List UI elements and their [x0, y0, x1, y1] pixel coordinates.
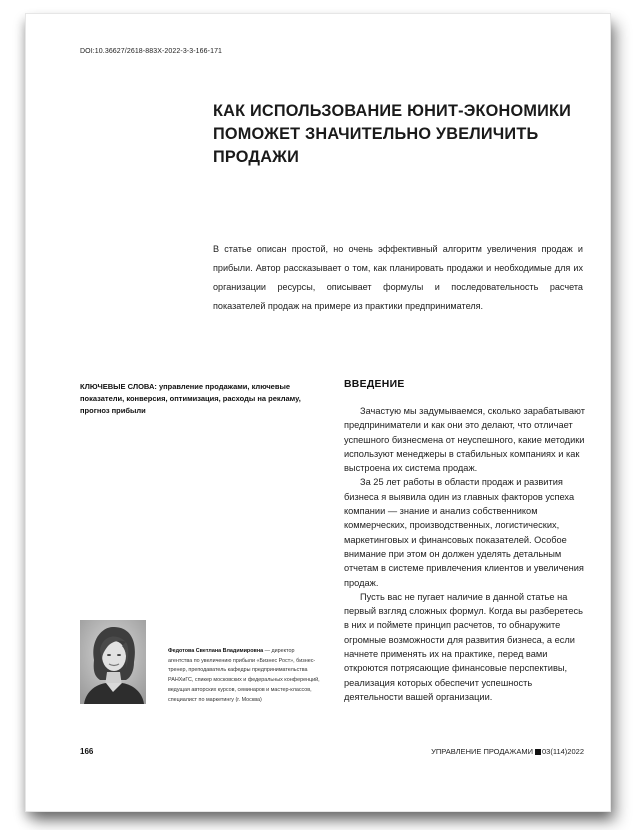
article-abstract: В статье описан простой, но очень эффективный алгоритм увеличения продаж и прибыли. Автор рассказывает о том, как планировать продажи и необходимые для их организации ресурсы, описывает формулы и последовательность расчета показателей продаж на примере из практики предпринимателя. — [213, 244, 583, 311]
paragraph: За 25 лет работы в области продаж и развития бизнеса я выявила один из главных факторов успеха компании — знание и анализ собственником коммерческих, производственных, логистических, маркетинговых и финансовых показателей. Особое внимание при этом он должен уделять детальным отчетам в системе привлечения клиентов и увеличения продаж. — [344, 477, 584, 588]
page-number: 166 — [80, 747, 94, 756]
journal-footer — [431, 747, 584, 756]
journal-issue: 03(114)2022 — [542, 747, 584, 756]
author-info — [168, 647, 320, 705]
author-description: — директор агентства по увеличению прибыли «Бизнес Рост», бизнес-тренер, преподаватель кафедры предпринимательства РАНХиГС, спикер московских и федеральных конференций, ведущая авторских курсов, семинаров и мастер-классов, специалист по маркетингу (г. Москва) — [168, 648, 320, 703]
square-icon — [535, 749, 541, 755]
journal-name: УПРАВЛЕНИЕ ПРОДАЖАМИ — [431, 747, 534, 756]
author-photo — [80, 620, 146, 704]
doi-line: DOI:10.36627/2618-883X-2022-3-3-166-171 — [80, 48, 223, 55]
article-body — [344, 404, 587, 704]
author-name: Федотова Светлана Владимировна — [168, 648, 264, 654]
section-heading: ВВЕДЕНИЕ — [344, 379, 405, 390]
paragraph: Пусть вас не пугает наличие в данной статье на первый взгляд сложных формул. Когда вы разберетесь в них и поймете принцип расчетов, то обнаружите огромные возможности для развития бизнеса, а если начнете применять их на практике, перед вами откроются потрясающие финансовые перспективы, реализация которых обеспечит успешность деятельности вашей организации. — [344, 591, 583, 702]
paragraph: Зачастую мы задумываемся, сколько зарабатывают предприниматели и как они это делают, что отличает успешного бизнесмена от неуспешного, какие методики используют менеджеры в стабильных компаниях и как выстроена их система продаж. — [344, 406, 586, 474]
journal-page — [26, 14, 610, 811]
keywords: КЛЮЧЕВЫЕ СЛОВА: управление продажами, ключевые показатели, конверсия, оптимизация, расходы на рекламу, прогноз прибыли — [80, 382, 301, 415]
article-title: КАК ИСПОЛЬЗОВАНИЕ ЮНИТ-ЭКОНОМИКИ ПОМОЖЕТ ЗНАЧИТЕЛЬНО УВЕЛИЧИТЬ ПРОДАЖИ — [213, 102, 572, 166]
